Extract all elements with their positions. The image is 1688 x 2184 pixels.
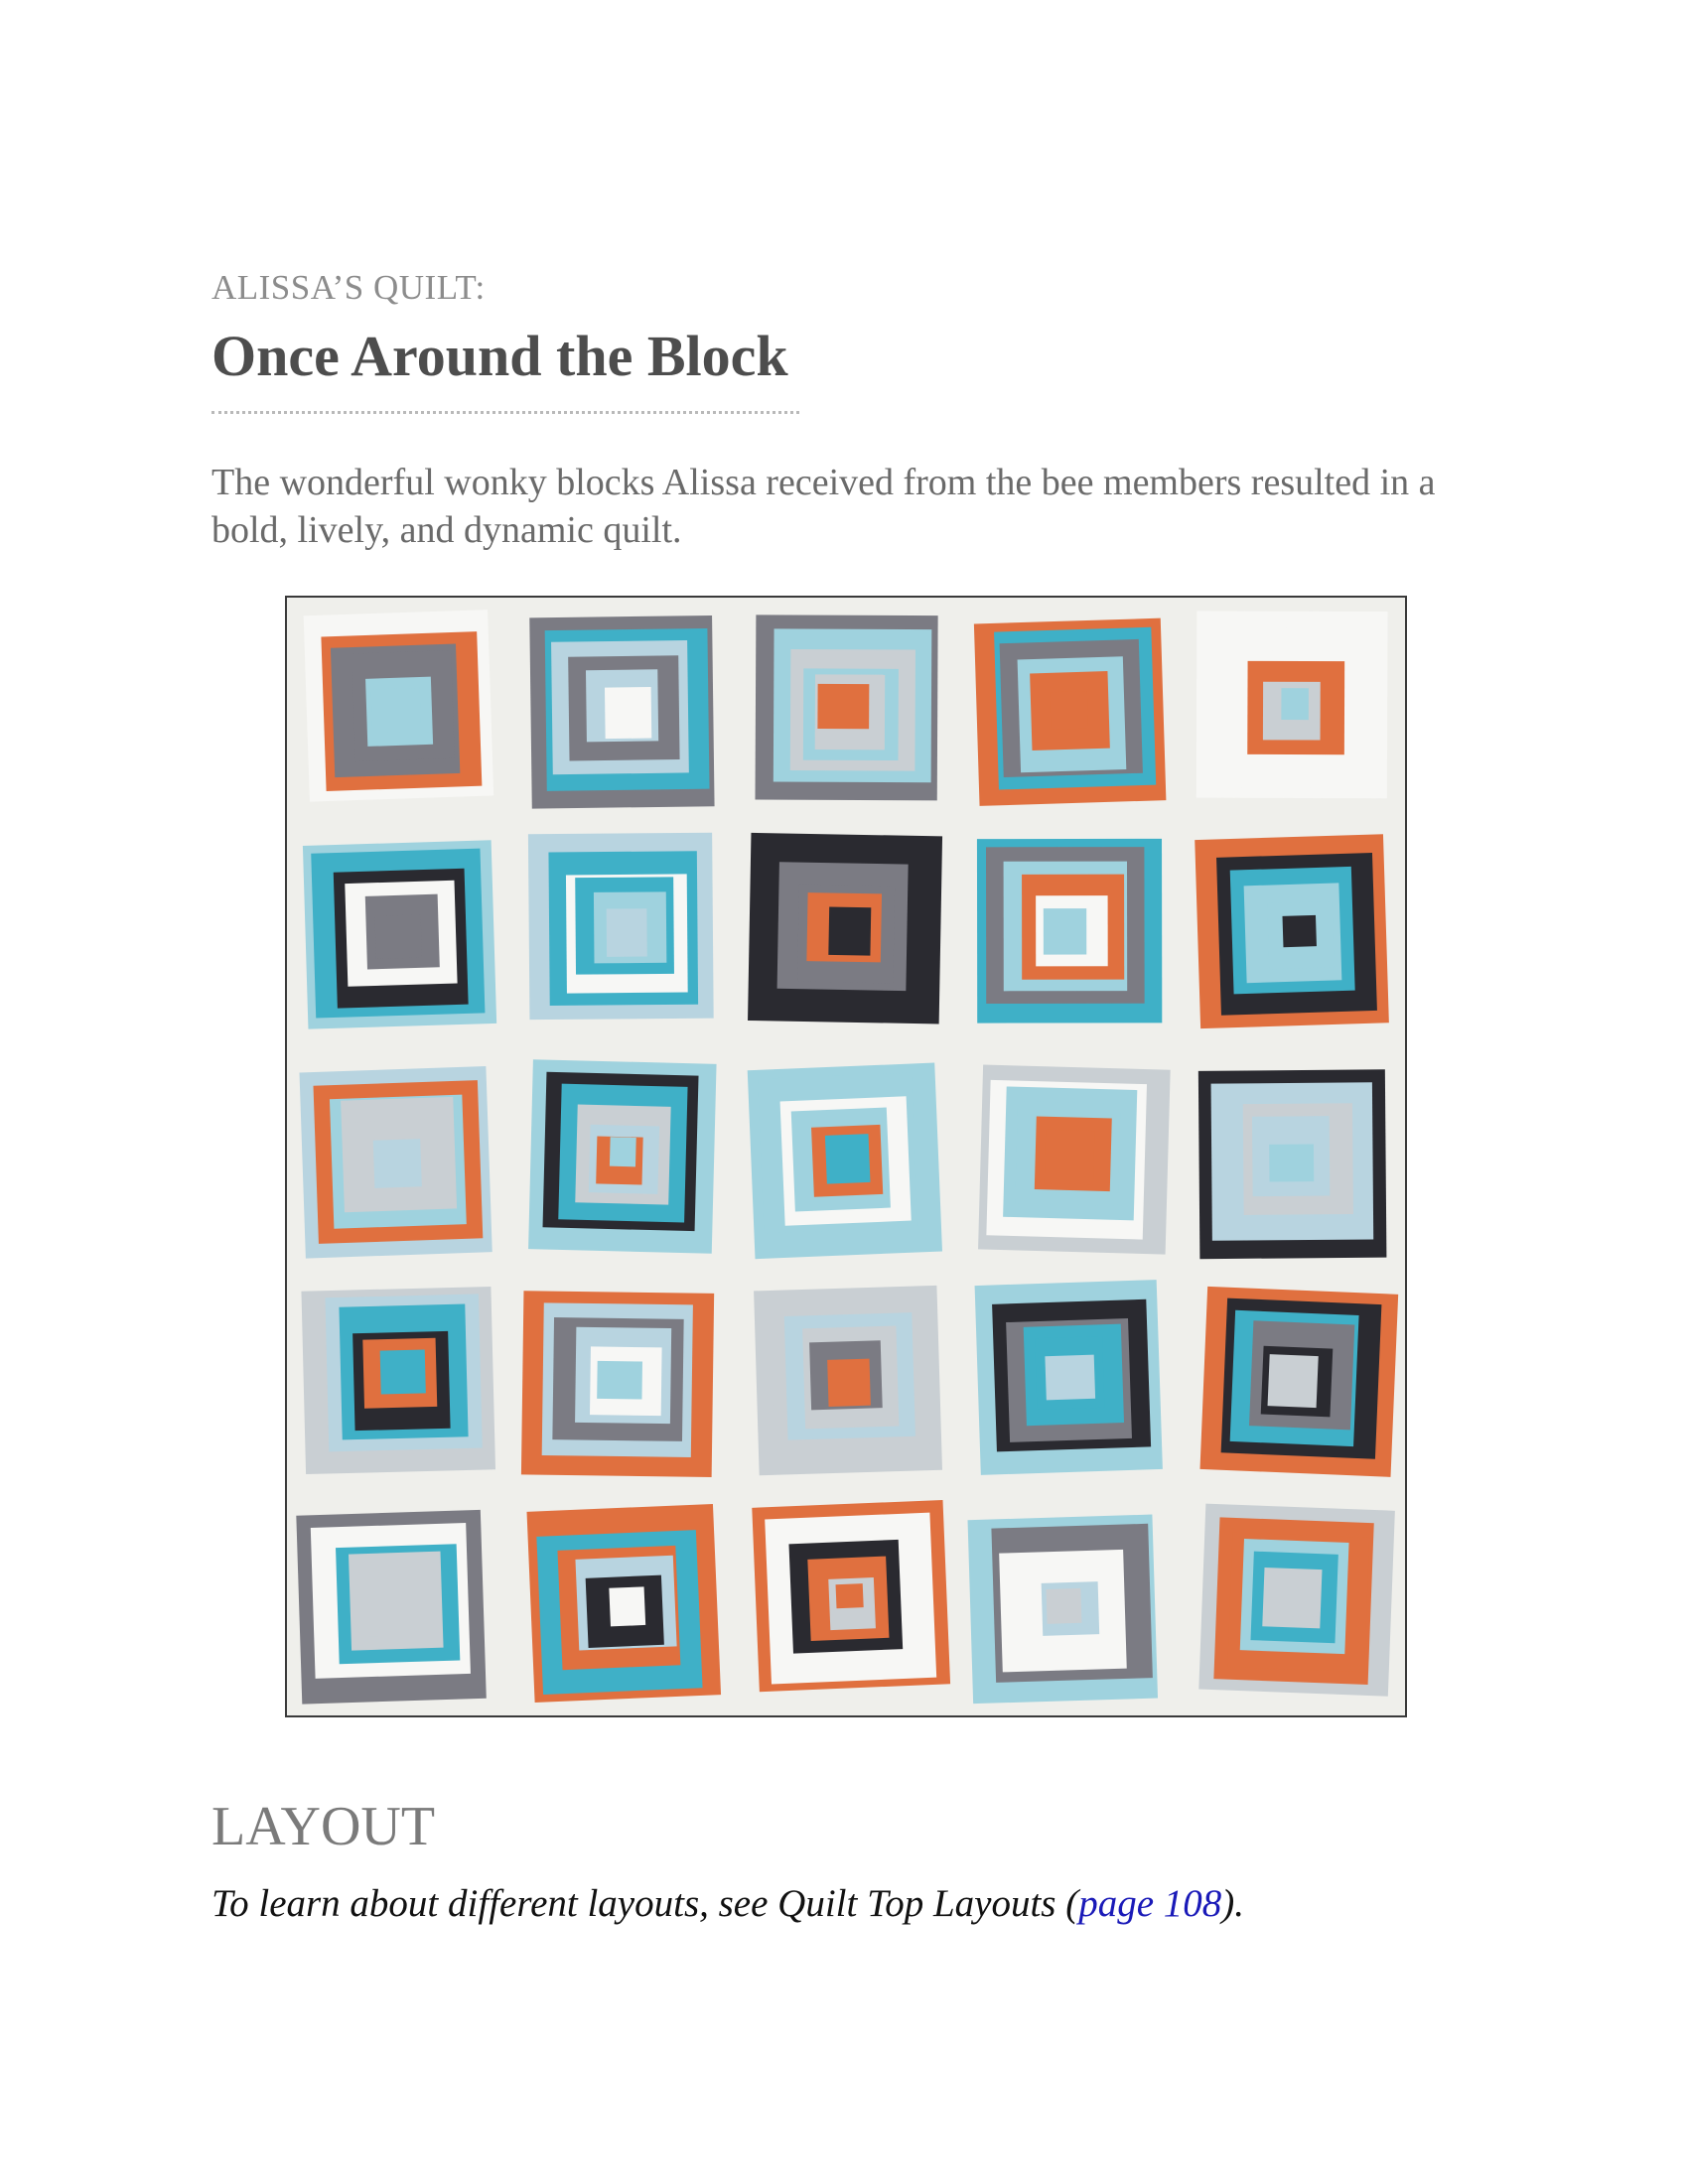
layout-heading: LAYOUT bbox=[211, 1796, 436, 1857]
quilt-strip bbox=[1283, 915, 1317, 947]
page-108-link[interactable]: page 108 bbox=[1078, 1882, 1222, 1925]
quilt-block bbox=[968, 1515, 1159, 1705]
quilt-strip bbox=[1044, 908, 1086, 954]
quilt-strip bbox=[825, 1134, 871, 1184]
quilt-block bbox=[304, 610, 494, 802]
quilt-strip bbox=[605, 687, 651, 739]
quilt-block bbox=[1199, 1287, 1398, 1477]
quilt-block bbox=[529, 615, 714, 809]
quilt-illustration bbox=[287, 598, 1405, 1715]
quilt-strip bbox=[1268, 1354, 1319, 1408]
intro-paragraph: The wonderful wonky blocks Alissa received from the bee members resulted in a bold, lively, and dynamic quilt. bbox=[211, 462, 1436, 551]
quilt-strip bbox=[607, 908, 647, 957]
quilt-strip bbox=[828, 906, 871, 955]
page-title: Once Around the Block bbox=[211, 324, 788, 388]
quilt-strip bbox=[610, 1137, 636, 1166]
quilt-strip bbox=[1047, 1588, 1082, 1624]
quilt-block bbox=[1198, 1504, 1395, 1697]
quilt-strip bbox=[597, 1361, 642, 1400]
quilt-strip bbox=[1050, 691, 1088, 730]
quilt-block bbox=[752, 1500, 950, 1692]
paren-close: ). bbox=[1221, 1882, 1245, 1925]
quilt-block bbox=[528, 1059, 716, 1254]
quilt-strip bbox=[817, 684, 869, 729]
quilt-block bbox=[296, 1510, 486, 1705]
quilt-block bbox=[299, 1066, 492, 1259]
quilt-block bbox=[754, 1286, 942, 1475]
quilt-strip bbox=[373, 1139, 422, 1188]
quilt-block bbox=[303, 840, 496, 1028]
quilt-block bbox=[748, 1063, 942, 1260]
quilt-block bbox=[977, 839, 1162, 1024]
quilt-photo bbox=[285, 596, 1407, 1717]
layout-note bbox=[211, 1884, 1244, 1923]
quilt-block bbox=[527, 1504, 722, 1703]
quilt-block bbox=[521, 1291, 714, 1477]
paren-open: ( bbox=[1065, 1882, 1079, 1925]
quilt-block bbox=[1198, 1069, 1387, 1259]
quilt-block bbox=[975, 1280, 1163, 1475]
quilt-strip bbox=[836, 1583, 864, 1608]
quilt-strip bbox=[374, 914, 421, 959]
quilt-block bbox=[974, 618, 1167, 806]
quilt-strip bbox=[609, 1586, 645, 1626]
quilt-block bbox=[301, 1287, 495, 1474]
quilt-strip bbox=[1269, 1145, 1314, 1182]
quilt-block bbox=[756, 614, 938, 800]
title-divider bbox=[211, 411, 799, 414]
quilt-block bbox=[1196, 611, 1388, 798]
quilt-strip bbox=[1045, 1130, 1095, 1185]
quilt-strip bbox=[1285, 1587, 1318, 1617]
quilt-block bbox=[528, 833, 714, 1020]
quilt-block bbox=[1195, 834, 1389, 1028]
quilt-strip bbox=[370, 688, 421, 734]
quilt-block bbox=[978, 1065, 1171, 1255]
quilt-strip bbox=[1281, 688, 1309, 720]
quilt-kicker: ALISSA’S QUILT: bbox=[211, 268, 486, 307]
quilt-block bbox=[748, 833, 942, 1024]
quilt-strip bbox=[380, 1350, 426, 1395]
quilt-strip bbox=[378, 1587, 420, 1628]
quilt-strip bbox=[827, 1359, 871, 1407]
layout-note-text: To learn about different layouts, see Quilt Top Layouts bbox=[211, 1882, 1066, 1925]
quilt-strip bbox=[1045, 1355, 1095, 1401]
